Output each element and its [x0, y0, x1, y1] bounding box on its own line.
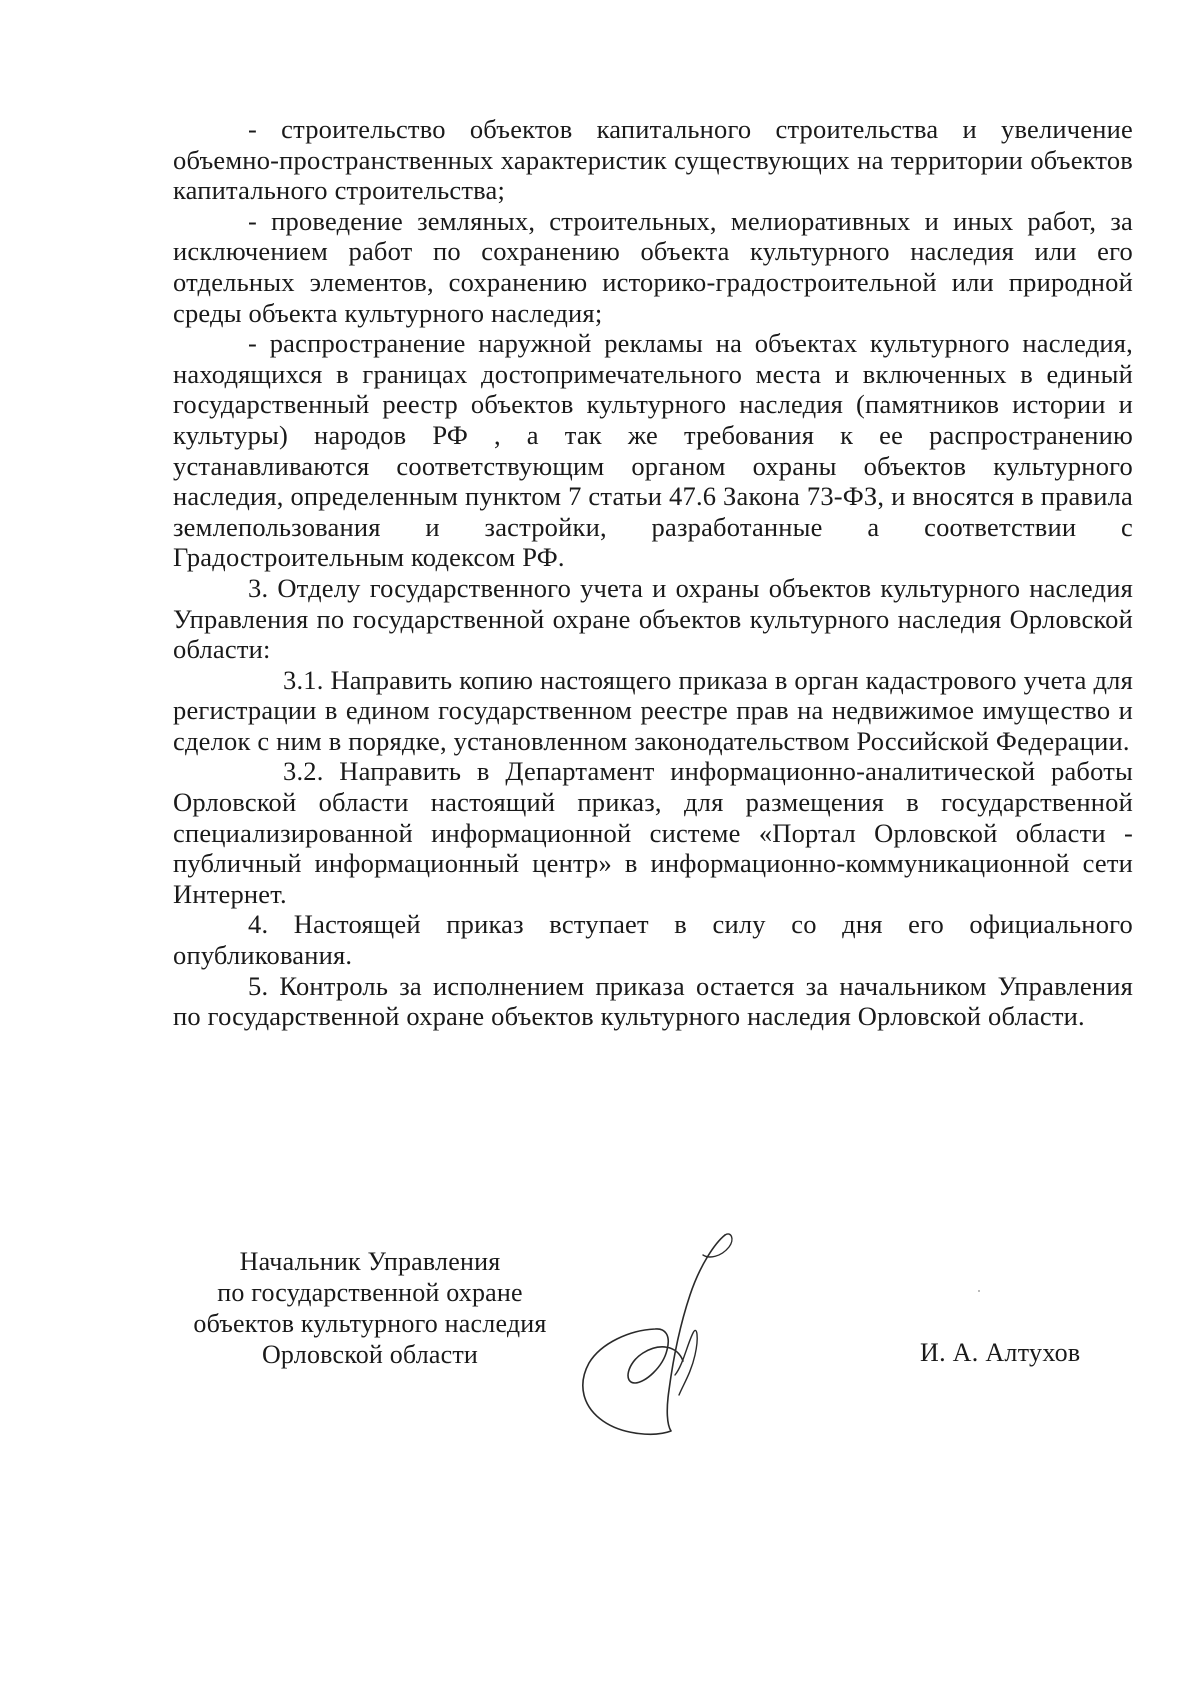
paragraph-item-3-1: 3.1. Направить копию настоящего приказа в орган кадастрового учета для регистрации в едином государственном реестре прав на недвижимое имущество и сделок с ним в порядке, установленном законодательством Российской Федерации. — [173, 664, 1133, 756]
signer-title-line: по государственной охране — [217, 1278, 523, 1307]
paragraph-advertising: - распространение наружной рекламы на объектах культурного наследия, находящихся в границах достопримечательного места и включенных в единый государственный реестр объектов культурного наследия (памятников истории и культуры) народов РФ , а так же требования к ее распространению устанавливаются соответствующим органом охраны объектов культурного наследия, определенным пунктом 7 статьи 47.6 Закона 73-ФЗ, и вносятся в правила землепользования и застройки, разработанные а соответствии с Градостроительным кодексом РФ. — [173, 328, 1133, 573]
signer-title-line: Начальник Управления — [239, 1247, 501, 1276]
signature-stroke-main — [583, 1235, 725, 1434]
paragraph-item-4: 4. Настоящей приказ вступает в силу со дня его официального опубликования. — [173, 909, 1133, 971]
paragraph-item-3: 3. Отделу государственного учета и охраны объектов культурного наследия Управления по государственной охране объектов культурного наследия Орловской области: — [173, 572, 1133, 665]
paragraph-construction: - строительство объектов капитального строительства и увеличение объемно-пространственных характеристик существующих на территории объектов капитального строительства; — [173, 114, 1133, 206]
signer-title-line: объектов культурного наследия — [193, 1309, 547, 1338]
handwritten-signature — [575, 1225, 805, 1455]
paragraph-item-5: 5. Контроль за исполнением приказа остается за начальником Управления по государственной охране объектов культурного наследия Орловской области. — [173, 970, 1133, 1032]
signer-name: И. А. Алтухов — [920, 1338, 1081, 1367]
signer-title-line: Орловской области — [261, 1340, 479, 1369]
signer-title — [160, 1246, 580, 1370]
signature-stroke-loop — [703, 1234, 732, 1257]
scan-speck — [978, 1290, 980, 1292]
document-body — [173, 114, 1133, 1032]
paragraph-item-3-2: 3.2. Направить в Департамент информационно-аналитической работы Орловской области настоящий приказ, для размещения в государственной специализированной информационной системе «Портал Орловской области - публичный информационный центр» в информационно-коммуникационной сети Интернет. — [173, 756, 1133, 909]
paragraph-earthworks: - проведение земляных, строительных, мелиоративных и иных работ, за исключением работ по сохранению объекта культурного наследия или его отдельных элементов, сохранению историко-градостроительной или природной среды объекта культурного наследия; — [173, 205, 1133, 328]
